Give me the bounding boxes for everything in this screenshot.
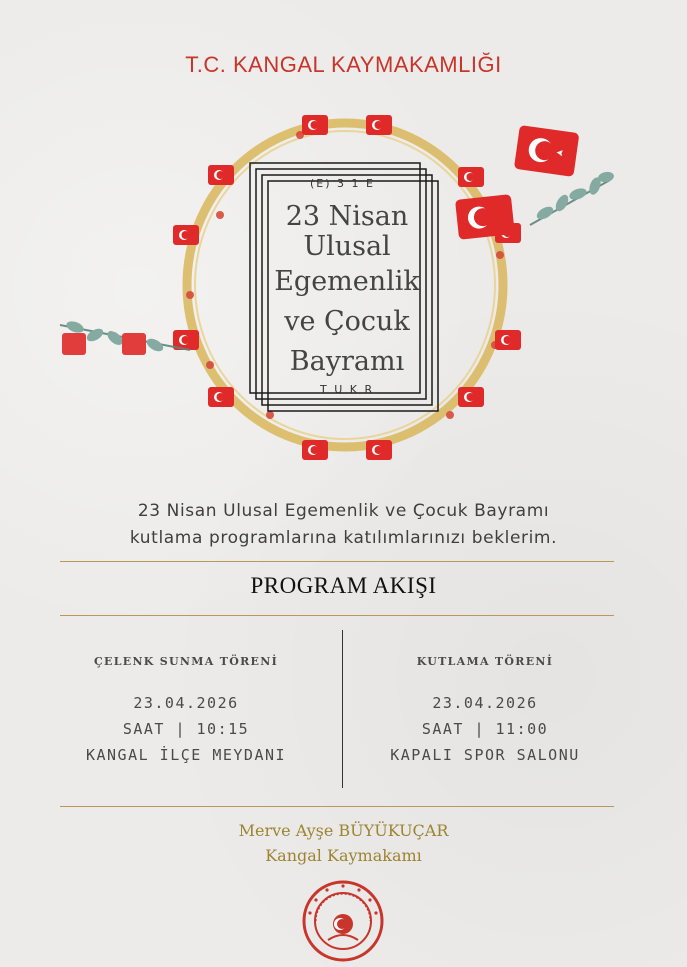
event-name: KUTLAMA TÖRENİ xyxy=(416,655,554,668)
signature-role: Kangal Kaymakamı xyxy=(265,846,422,865)
event-name: ÇELENK SUNMA TÖRENİ xyxy=(93,655,279,668)
art-title-line-5: Bayramı xyxy=(289,346,405,377)
signature-name: Merve Ayşe BÜYÜKUÇAR xyxy=(238,821,449,840)
art-title-line-4: ve Çocuk xyxy=(284,306,410,337)
official-seal-icon xyxy=(302,880,384,962)
art-title-line-2: Ulusal xyxy=(303,231,391,262)
art-bottom-text: T U K R xyxy=(320,383,375,396)
wreath-artwork xyxy=(40,95,660,475)
art-title-line-3: Egemenlik xyxy=(274,266,420,297)
art-title-line-1: 23 Nisan xyxy=(285,201,409,232)
divider-top xyxy=(60,561,614,562)
art-top-text: (E) 3 1 E xyxy=(310,177,375,190)
event-place: KAPALI SPOR SALONU xyxy=(390,746,580,764)
eucalyptus-left-icon xyxy=(60,319,190,355)
intro-line-2: kutlama programlarına katılımlarınızı beklerim. xyxy=(129,528,558,548)
event-card-1 xyxy=(36,655,336,768)
event-card-2 xyxy=(335,655,635,768)
eucalyptus-branch-icon xyxy=(530,171,615,225)
event-time: SAAT | 11:00 xyxy=(421,720,549,738)
program-title: PROGRAM AKIŞI xyxy=(250,573,437,598)
intro-text xyxy=(0,498,687,552)
intro-line-1: 23 Nisan Ulusal Egemenlik ve Çocuk Bayramı xyxy=(137,501,550,521)
event-time: SAAT | 10:15 xyxy=(122,720,250,738)
page-title: T.C. KANGAL KAYMAKAMLIĞI xyxy=(185,52,502,77)
event-date: 23.04.2026 xyxy=(133,694,239,712)
divider-bottom xyxy=(60,806,614,807)
divider-middle xyxy=(60,615,614,616)
event-place: KANGAL İLÇE MEYDANI xyxy=(85,746,287,764)
event-date: 23.04.2026 xyxy=(432,694,538,712)
